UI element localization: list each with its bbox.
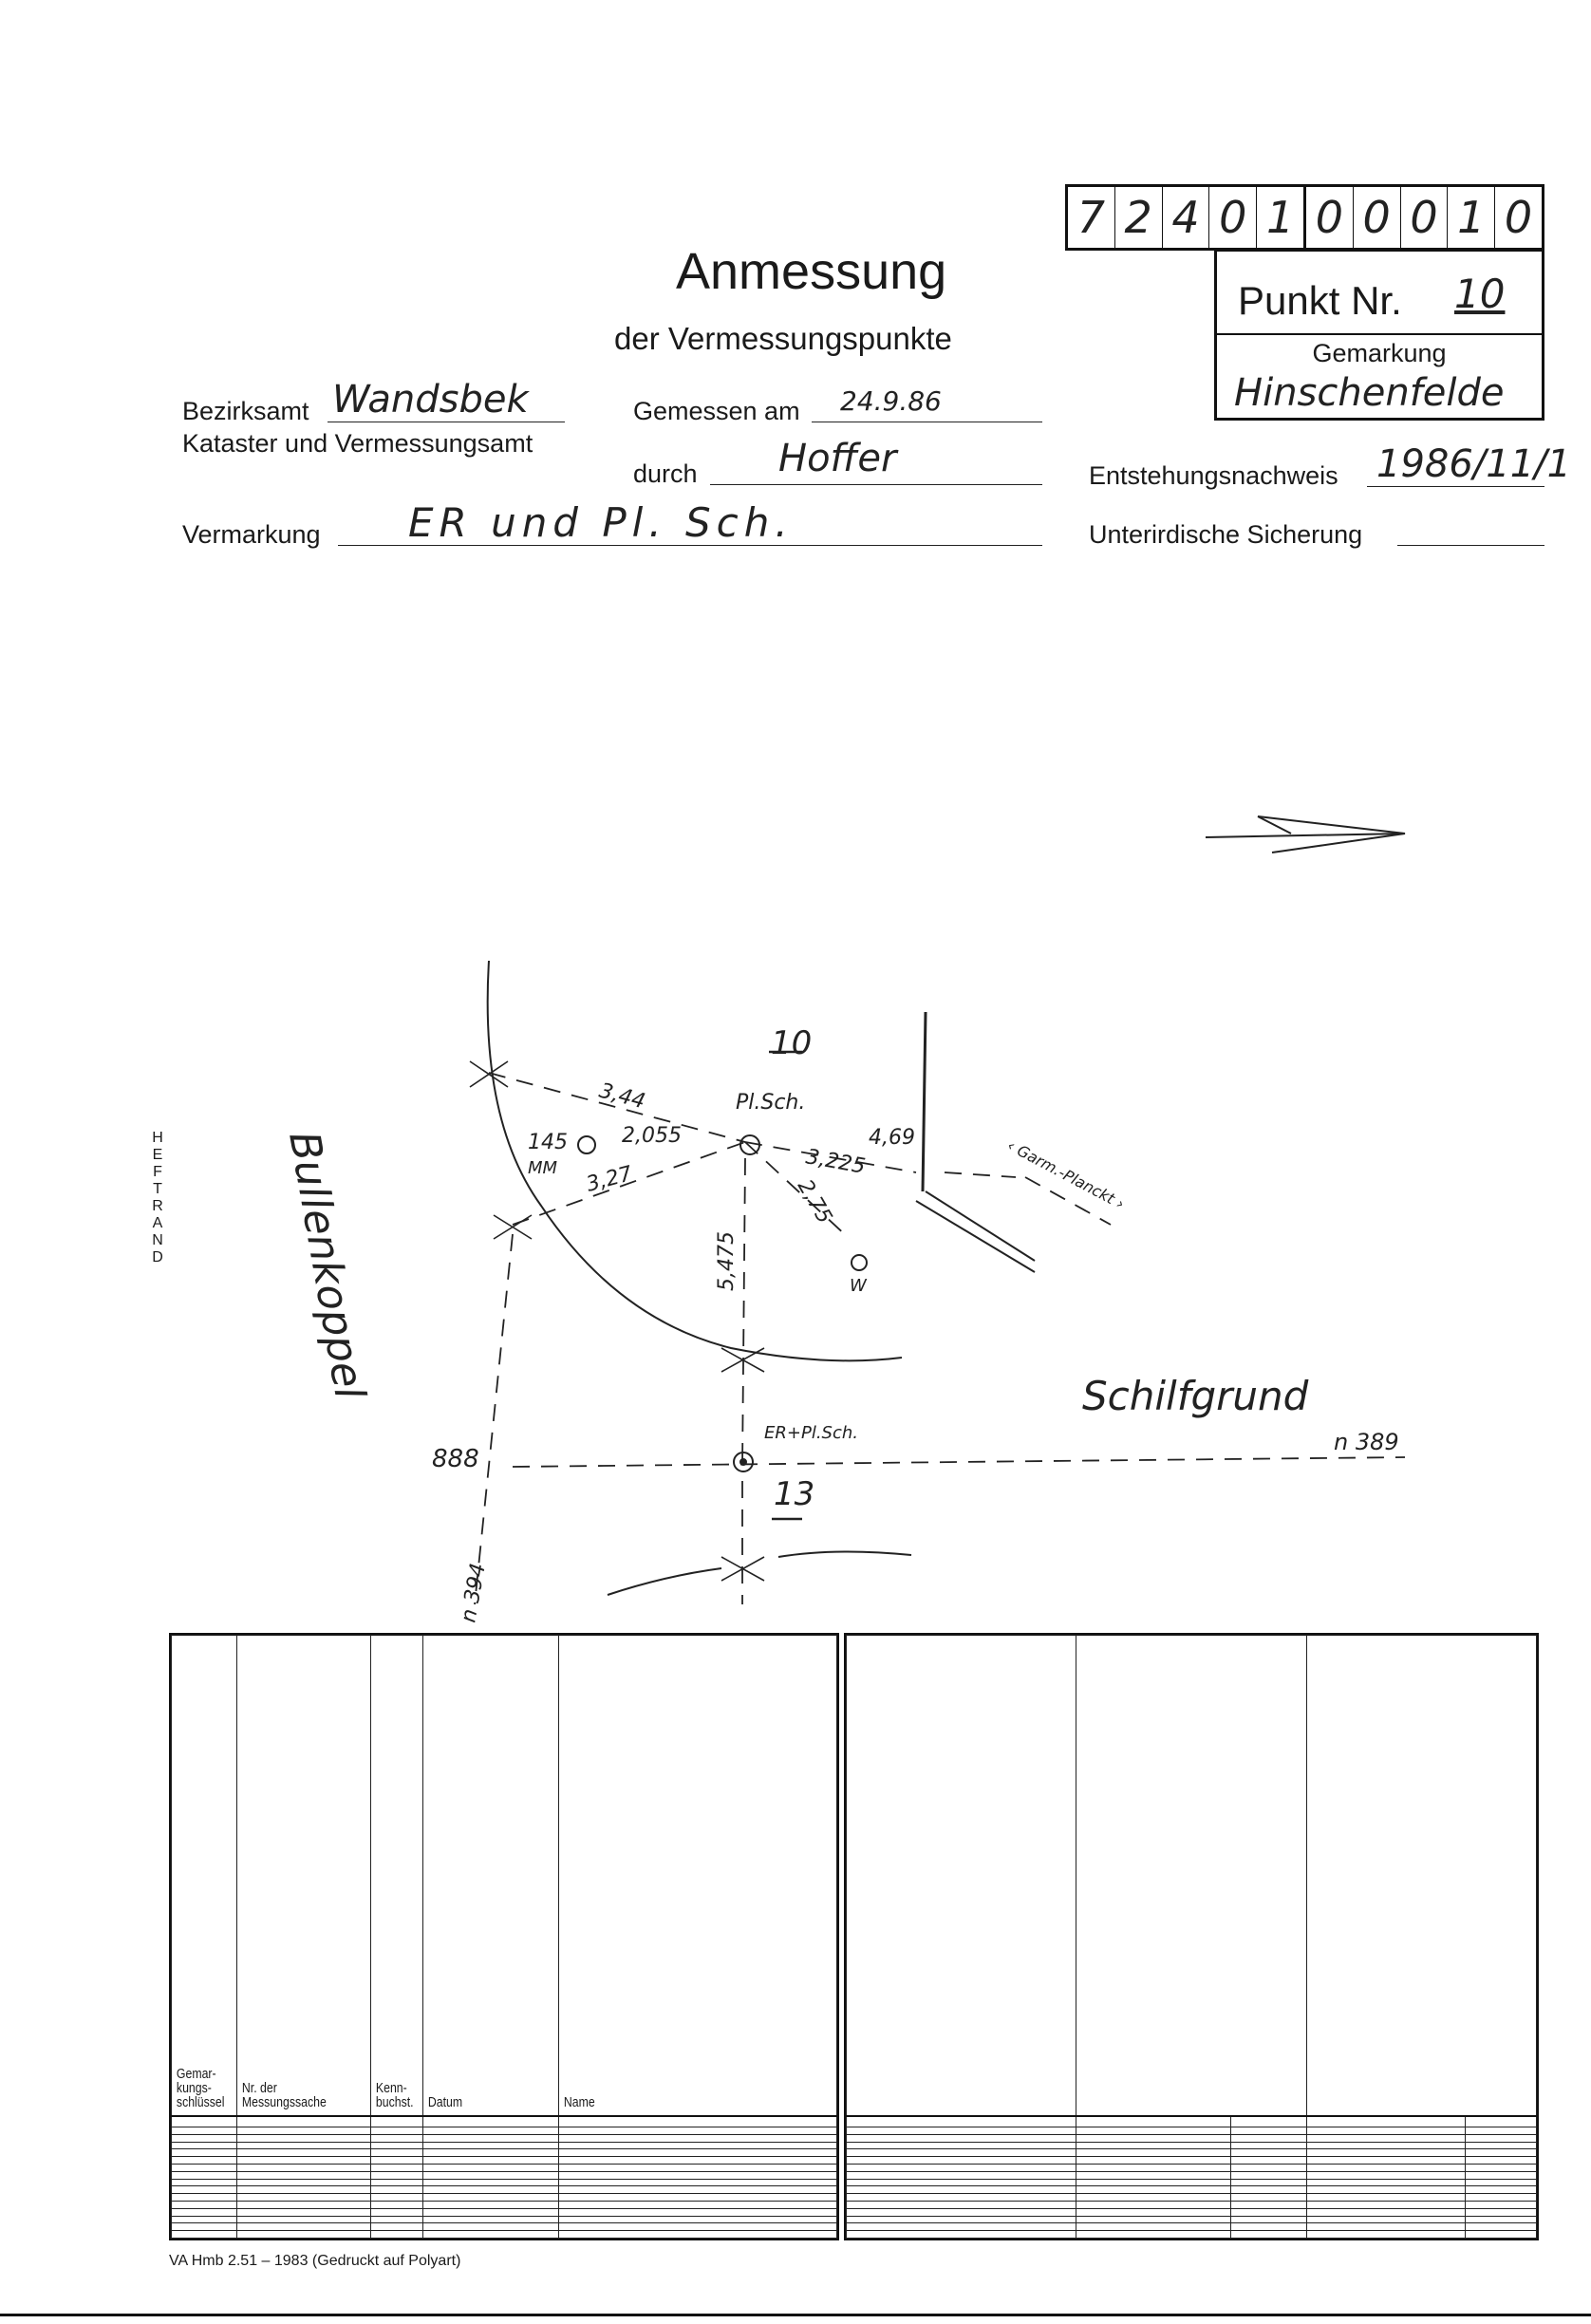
table-cell (847, 2179, 1076, 2186)
mm-sub: MM (528, 1158, 558, 1178)
table-cell (371, 2149, 423, 2157)
table-cell (559, 2186, 837, 2194)
page-title: Anmessung (676, 243, 947, 300)
point-10-label: 10 (771, 1024, 813, 1062)
table-cell (1466, 2116, 1537, 2127)
table-cell (559, 2134, 837, 2142)
table-cell (371, 2216, 423, 2223)
table-cell (847, 2116, 1076, 2127)
table-cell (237, 2231, 371, 2239)
table-cell (847, 2134, 1076, 2142)
dist-2-75: 2,75 (792, 1175, 836, 1228)
dist-4-69: 4,69 (869, 1126, 915, 1150)
table-cell (1231, 2171, 1307, 2179)
table-cell (1307, 2201, 1466, 2208)
table-cell (559, 2179, 837, 2186)
table-cell (1231, 2116, 1307, 2127)
table-cell (1076, 2208, 1231, 2216)
table-cell (423, 2165, 559, 2172)
table-cell (237, 2186, 371, 2194)
table-cell (1466, 2223, 1537, 2231)
table-row (847, 2149, 1537, 2157)
table-row (847, 2208, 1537, 2216)
table-header-cell: Nr. der Messungssache (237, 1636, 371, 2116)
table-cell (237, 2223, 371, 2231)
table-row (172, 2201, 837, 2208)
table-cell (559, 2116, 837, 2127)
entstehung-value: 1986/11/1 (1376, 442, 1572, 486)
punkt-value: 10 (1454, 271, 1506, 317)
table-cell (237, 2142, 371, 2149)
table-row (847, 2194, 1537, 2202)
table-cell (423, 2171, 559, 2179)
table-cell (559, 2165, 837, 2172)
table-cell (371, 2165, 423, 2172)
table-cell (1466, 2194, 1537, 2202)
id-digit: 0 (1209, 187, 1257, 248)
id-digit: 0 (1306, 187, 1354, 248)
table-cell (1466, 2208, 1537, 2216)
table-cell (1466, 2127, 1537, 2135)
gemarkung-label: Gemarkung (1312, 339, 1447, 367)
table-cell (1307, 2223, 1466, 2231)
n394-label: n 394 (457, 1561, 491, 1625)
table-cell (847, 2216, 1076, 2223)
table-cell (172, 2223, 237, 2231)
table-cell (371, 2116, 423, 2127)
table-cell (1231, 2194, 1307, 2202)
table-cell (371, 2223, 423, 2231)
table-cell (1076, 2134, 1231, 2142)
table-cell (423, 2223, 559, 2231)
bottom-divider (0, 2314, 1591, 2316)
table-cell (423, 2142, 559, 2149)
table-cell (847, 2171, 1076, 2179)
bullenkoppel-label: Bullenkoppel (279, 1128, 374, 1403)
table-cell (172, 2127, 237, 2135)
table-cell (172, 2165, 237, 2172)
id-digit: 0 (1504, 192, 1533, 243)
table-cell (172, 2157, 237, 2165)
w-label: W (850, 1276, 867, 1296)
table-cell (1076, 2157, 1231, 2165)
table-cell (1231, 2127, 1307, 2135)
table-cell (1231, 2149, 1307, 2157)
table-row (172, 2194, 837, 2202)
table-cell (1307, 2142, 1466, 2149)
table-cell (1231, 2201, 1307, 2208)
table-row (847, 2134, 1537, 2142)
table-row (847, 2157, 1537, 2165)
entstehung-label: Entstehungsnachweis (1089, 461, 1338, 490)
table-cell (559, 2201, 837, 2208)
table-cell (371, 2134, 423, 2142)
table-cell (1076, 2186, 1231, 2194)
id-digit: 0 (1401, 187, 1449, 248)
table-cell (847, 2149, 1076, 2157)
table-cell (172, 2231, 237, 2239)
table-cell (1076, 2142, 1231, 2149)
heftrand-char: E (152, 1147, 163, 1163)
table-cell (1076, 2201, 1231, 2208)
table-cell (1466, 2157, 1537, 2165)
table-row (172, 2134, 837, 2142)
table-cell (1466, 2216, 1537, 2223)
table-cell (371, 2208, 423, 2216)
id-digit: 7 (1068, 187, 1115, 248)
table-cell (172, 2149, 237, 2157)
table-cell (237, 2157, 371, 2165)
table-cell (172, 2194, 237, 2202)
unterirdisch-label: Unterirdische Sicherung (1089, 520, 1363, 549)
table-cell (1466, 2186, 1537, 2194)
bezirksamt-value: Wandsbek (332, 378, 529, 422)
table-cell (1231, 2179, 1307, 2186)
form-footer-note: VA Hmb 2.51 – 1983 (Gedruckt auf Polyart) (169, 2253, 461, 2269)
vermarkung-label: Vermarkung (182, 520, 321, 549)
table-cell (1466, 2134, 1537, 2142)
table-cell (1307, 2116, 1466, 2127)
table-cell (1231, 2142, 1307, 2149)
table-cell (371, 2127, 423, 2135)
kataster-label: Kataster und Vermessungsamt (182, 429, 533, 458)
table-cell (1076, 2179, 1231, 2186)
dist-2-055: 2,055 (622, 1124, 682, 1148)
table-row (172, 2127, 837, 2135)
durch-value: Hoffer (778, 437, 897, 480)
table-cell (1307, 2157, 1466, 2165)
table-cell (1231, 2223, 1307, 2231)
table-row (847, 2171, 1537, 2179)
table-cell (1231, 2134, 1307, 2142)
table-cell (847, 2127, 1076, 2135)
table-cell (847, 2165, 1076, 2172)
table-cell (559, 2208, 837, 2216)
point-10-note: Pl.Sch. (736, 1091, 806, 1115)
table-cell (172, 2186, 237, 2194)
table-cell (1231, 2231, 1307, 2239)
table-row (172, 2223, 837, 2231)
vermarkung-value: ER und Pl. Sch. (408, 499, 794, 546)
heftrand-char: F (153, 1164, 162, 1180)
table-cell (172, 2201, 237, 2208)
heftrand-char: N (152, 1232, 163, 1248)
point-13-label: 13 (774, 1475, 815, 1513)
table-cell (559, 2231, 837, 2239)
table-row (172, 2216, 837, 2223)
table-cell (1076, 2149, 1231, 2157)
table-row (172, 2149, 837, 2157)
table-cell (237, 2208, 371, 2216)
table-cell (371, 2179, 423, 2186)
table-cell (1231, 2186, 1307, 2194)
table-cell (172, 2134, 237, 2142)
table-cell (237, 2149, 371, 2157)
id-digit: 1 (1257, 187, 1306, 248)
table-cell (423, 2149, 559, 2157)
table-cell (1307, 2134, 1466, 2142)
table-cell (847, 2231, 1076, 2239)
n389-label: n 389 (1334, 1429, 1399, 1455)
table-cell (1076, 2194, 1231, 2202)
table-cell (1076, 2116, 1231, 2127)
table-cell (847, 2142, 1076, 2149)
table-cell (423, 2157, 559, 2165)
table-cell (1307, 2231, 1466, 2239)
bezirksamt-label: Bezirksamt (182, 397, 309, 425)
dist-3-27: 3,27 (584, 1161, 635, 1197)
table-cell (1076, 2165, 1231, 2172)
table-cell (559, 2171, 837, 2179)
heftrand-char: R (152, 1198, 163, 1214)
table-cell (1466, 2231, 1537, 2239)
table-cell (847, 2223, 1076, 2231)
heftrand-char: D (152, 1249, 163, 1265)
table-row (172, 2165, 837, 2172)
table-cell (423, 2116, 559, 2127)
table-cell (237, 2179, 371, 2186)
durch-label: durch (633, 459, 698, 488)
table-cell (1231, 2208, 1307, 2216)
table-cell (172, 2171, 237, 2179)
table-header-cell: Name (559, 1636, 837, 2116)
table-row (847, 2165, 1537, 2172)
table-row (847, 2216, 1537, 2223)
garm-planckt-label: ‹ Garm.-Planckt › (1004, 1135, 1128, 1213)
table-row (847, 2201, 1537, 2208)
table-cell (423, 2134, 559, 2142)
table-cell (1307, 2194, 1466, 2202)
table-cell (1466, 2149, 1537, 2157)
table-cell (1466, 2165, 1537, 2172)
table-cell (423, 2186, 559, 2194)
table-cell (423, 2194, 559, 2202)
mm-label: 145 (528, 1131, 568, 1154)
table-cell (1307, 2165, 1466, 2172)
table-header-cell (1307, 1636, 1537, 2116)
table-row (847, 2142, 1537, 2149)
table-header-cell (847, 1636, 1076, 2116)
table-cell (847, 2201, 1076, 2208)
table-cell (237, 2134, 371, 2142)
schilfgrund-label: Schilfgrund (1082, 1373, 1309, 1419)
table-cell (172, 2208, 237, 2216)
table-cell (1307, 2186, 1466, 2194)
table-cell (1076, 2127, 1231, 2135)
table-cell (1466, 2179, 1537, 2186)
table-row (847, 2231, 1537, 2239)
table-cell (237, 2127, 371, 2135)
punkt-label: Punkt Nr. (1238, 278, 1402, 323)
table-row (172, 2116, 837, 2127)
table-cell (423, 2216, 559, 2223)
table-row (172, 2231, 837, 2239)
table-cell (847, 2186, 1076, 2194)
table-cell (1466, 2171, 1537, 2179)
table-cell (559, 2149, 837, 2157)
table-cell (559, 2142, 837, 2149)
table-cell (172, 2179, 237, 2186)
table-cell (847, 2208, 1076, 2216)
table-cell (371, 2194, 423, 2202)
table-cell (1307, 2127, 1466, 2135)
table-cell (1076, 2231, 1231, 2239)
table-row (172, 2171, 837, 2179)
gemarkung-value: Hinschenfelde (1234, 371, 1505, 415)
table-cell (1231, 2157, 1307, 2165)
table-row (847, 2116, 1537, 2127)
table-cell (1231, 2216, 1307, 2223)
table-header-cell: Datum (423, 1636, 559, 2116)
table-row (172, 2179, 837, 2186)
table-cell (237, 2165, 371, 2172)
table-cell (371, 2171, 423, 2179)
table-header-cell: Gemar- kungs- schlüssel (172, 1636, 237, 2116)
table-cell (237, 2171, 371, 2179)
heftrand-char: T (153, 1181, 162, 1197)
table-cell (371, 2231, 423, 2239)
heftrand-char: A (152, 1215, 163, 1231)
point-13-note: ER+Pl.Sch. (764, 1423, 858, 1443)
table-cell (237, 2201, 371, 2208)
table-cell (423, 2208, 559, 2216)
table-cell (237, 2216, 371, 2223)
id-digit: 1 (1448, 187, 1495, 248)
table-cell (1307, 2216, 1466, 2223)
table-cell (1307, 2208, 1466, 2216)
table-row (172, 2142, 837, 2149)
table-row (172, 2208, 837, 2216)
heftrand-char: H (152, 1130, 163, 1146)
table-cell (559, 2216, 837, 2223)
table-cell (423, 2231, 559, 2239)
table-header-cell (1076, 1636, 1307, 2116)
right-measurement-table (844, 1633, 1539, 2240)
dist-5-475: 5,475 (715, 1231, 739, 1291)
table-cell (1076, 2171, 1231, 2179)
table-cell (371, 2157, 423, 2165)
table-cell (172, 2116, 237, 2127)
table-row (847, 2223, 1537, 2231)
id-digit: 2 (1115, 187, 1163, 248)
table-cell (172, 2216, 237, 2223)
table-row (172, 2157, 837, 2165)
table-cell (172, 2142, 237, 2149)
table-cell (237, 2116, 371, 2127)
table-cell (423, 2127, 559, 2135)
table-cell (559, 2127, 837, 2135)
table-row (847, 2179, 1537, 2186)
id-digit: 4 (1163, 187, 1210, 248)
gemessen-label: Gemessen am (633, 397, 800, 425)
table-cell (1307, 2149, 1466, 2157)
table-cell (1466, 2201, 1537, 2208)
table-cell (1076, 2223, 1231, 2231)
table-cell (1307, 2179, 1466, 2186)
left-measurement-table (169, 1633, 839, 2240)
table-cell (371, 2201, 423, 2208)
table-cell (1231, 2165, 1307, 2172)
table-cell (847, 2157, 1076, 2165)
table-cell (1466, 2142, 1537, 2149)
table-cell (1307, 2171, 1466, 2179)
table-cell (237, 2194, 371, 2202)
table-cell (559, 2157, 837, 2165)
table-cell (847, 2194, 1076, 2202)
table-cell (1076, 2216, 1231, 2223)
n888-label: 888 (432, 1445, 479, 1473)
table-cell (371, 2186, 423, 2194)
dist-3-44: 3,44 (596, 1078, 648, 1115)
dist-3-225: 3,225 (803, 1145, 868, 1179)
north-arrow-icon (1206, 816, 1405, 853)
table-cell (423, 2201, 559, 2208)
table-header-cell: Kenn- buchst. (371, 1636, 423, 2116)
gemessen-value: 24.9.86 (840, 385, 942, 417)
table-row (847, 2186, 1537, 2194)
id-digit: 0 (1354, 187, 1401, 248)
page-subtitle: der Vermessungspunkte (614, 321, 952, 356)
table-row (172, 2186, 837, 2194)
table-cell (371, 2142, 423, 2149)
table-row (847, 2127, 1537, 2135)
table-cell (423, 2179, 559, 2186)
table-cell (559, 2223, 837, 2231)
table-cell (559, 2194, 837, 2202)
